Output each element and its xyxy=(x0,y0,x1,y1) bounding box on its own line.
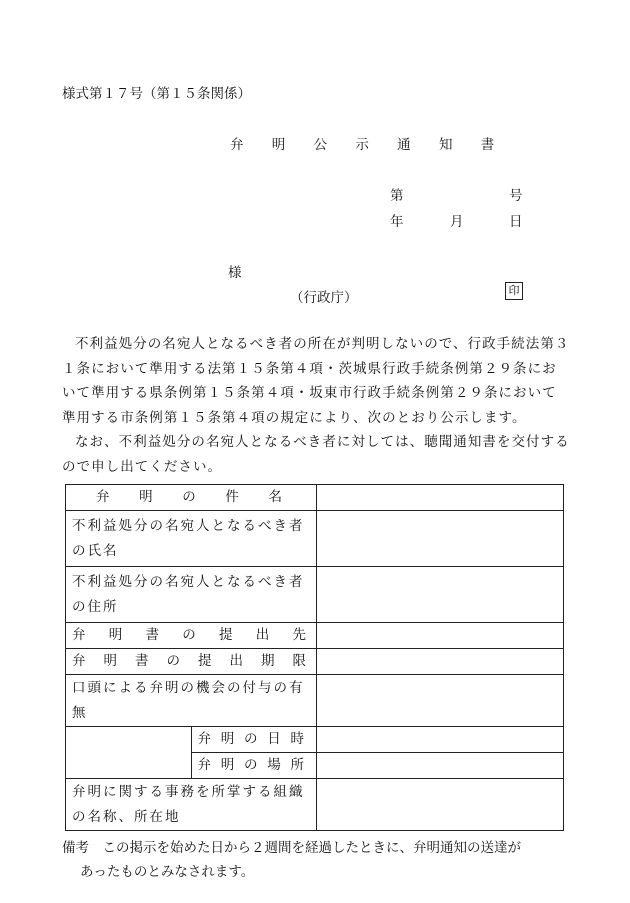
remarks-line-2: あったものとみなされます。 xyxy=(80,864,255,880)
table-row xyxy=(66,485,564,511)
indent-cell xyxy=(66,727,192,779)
value-case-name xyxy=(317,485,564,511)
label-submission-destination: 弁明書の提出先 xyxy=(66,623,317,649)
date-day: 日 xyxy=(509,214,523,230)
remarks-line-1: 備考 この掲示を始めた日から２週間を経過したときに、弁明通知の送達が xyxy=(62,840,521,856)
value-oral-opportunity xyxy=(317,675,564,727)
notice-table xyxy=(65,484,564,831)
label-hearing-datetime: 弁明の日時 xyxy=(191,727,317,753)
label-addressee-address: 不利益処分の名宛人となるべき者の住所 xyxy=(66,567,317,623)
label-case-name: 弁明の件名 xyxy=(66,485,317,511)
value-submission-deadline xyxy=(317,649,564,675)
table-row xyxy=(66,727,564,753)
seal-mark: 印 xyxy=(505,282,523,300)
label-addressee-name: 不利益処分の名宛人となるべき者の氏名 xyxy=(66,511,317,567)
form-number: 様式第１７号（第１５条関係） xyxy=(62,86,251,102)
body-paragraph-2: なお、不利益処分の名宛人となるべき者に対しては、聴聞通知書を交付するので申し出てください。 xyxy=(62,434,570,475)
label-organization: 弁明に関する事務を所掌する組織の名称、所在地 xyxy=(66,779,317,831)
table-row xyxy=(66,675,564,727)
table-row xyxy=(66,623,564,649)
table-row xyxy=(66,511,564,567)
document-title: 弁 明 公 示 通 知 書 xyxy=(230,137,507,153)
label-hearing-place: 弁明の場所 xyxy=(191,753,317,779)
addressee-suffix: 様 xyxy=(228,265,242,281)
label-submission-deadline: 弁明書の提出期限 xyxy=(66,649,317,675)
body-paragraph-1: 不利益処分の名宛人となるべき者の所在が判明しないので、行政手続法第３１条において準用する法第１５条第４項・茨城県行政手続条例第２９条において準用する県条例第１５条第４項・坂東市行政手続条例第２９条において準用する市条例第１５条第４項の規定により、次のとおり公示します。 xyxy=(62,336,570,426)
value-hearing-datetime xyxy=(317,727,564,753)
value-addressee-name xyxy=(317,511,564,567)
table-row xyxy=(66,779,564,831)
value-addressee-address xyxy=(317,567,564,623)
table-row xyxy=(66,567,564,623)
number-suffix: 号 xyxy=(509,188,523,204)
value-submission-destination xyxy=(317,623,564,649)
body-text xyxy=(62,332,570,480)
value-organization xyxy=(317,779,564,831)
table-row xyxy=(66,649,564,675)
label-oral-opportunity: 口頭による弁明の機会の付与の有無 xyxy=(66,675,317,727)
date-month: 月 xyxy=(450,214,464,230)
date-year: 年 xyxy=(390,214,404,230)
value-hearing-place xyxy=(317,753,564,779)
number-prefix: 第 xyxy=(390,188,404,204)
agency-label: （行政庁） xyxy=(290,290,358,306)
